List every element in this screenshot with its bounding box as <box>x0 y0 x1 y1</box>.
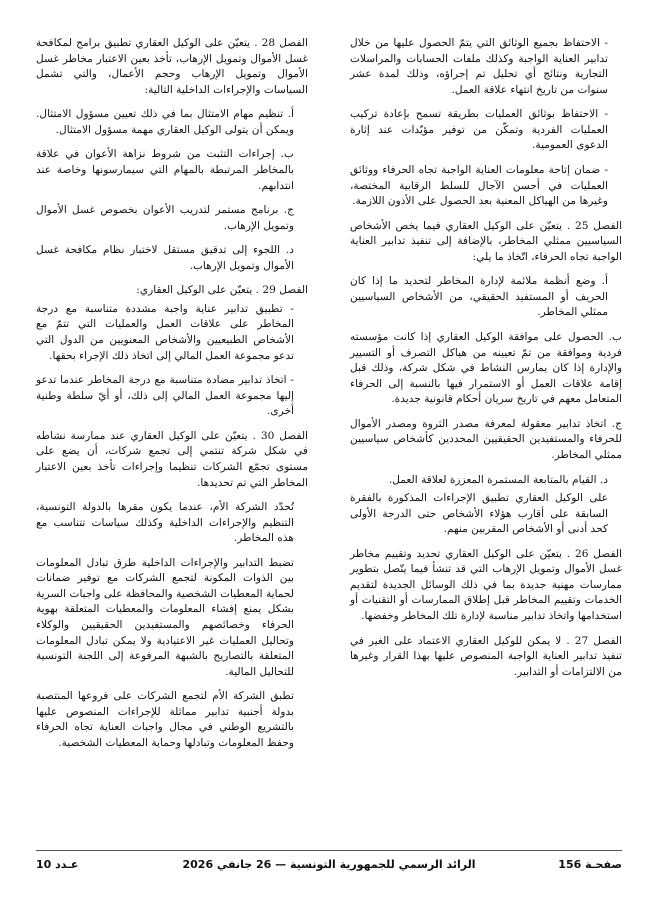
paragraph: ب. الحصول على موافقة الوكيل العقاري إذا كانت مؤسسته فردية وموافقة من تمّ تعيينه من هياكل التصرف أو التسيير والإدارة إذا كان يمارس النشاط في شكل شركة، وذلك قبل إقامة علاقات العمل أو الاستمرار فيها بالنسبة إلى الحرفاء المتعامل معهم في تاريخ سريان أحكام قانونية جديدة. <box>350 331 622 406</box>
article-27: الفصل 27 . لا يمكن للوكيل العقاري الاعتماد على الغير في تنفيذ تدابير العناية الواجبة المنصوص عليها بهذا القرار وغيرها من الالتزامات أو التدابير. <box>350 634 622 678</box>
right-column <box>350 36 622 689</box>
paragraph: ج. برنامج مستمر لتدريب الأعوان بخصوص غسل الأموال وتمويل الإرهاب. <box>36 204 294 232</box>
paragraph: تطبق الشركة الأم لتجمع الشركات على فروعها المنتصبة بدولة أجنبية تدابير مماثلة للإجراءات المنصوص عليها بالتشريع الوطني في مجال واجبات العناية تجاه الحرفاء وحفظ المعلومات وتبادلها وحماية المعطيات الشخصية. <box>36 690 294 749</box>
paragraph: تضبط التدابير والإجراءات الداخلية طرق تبادل المعلومات بين الذوات المكونة لتجمع الشركات مع توفير ضمانات لحماية المعطيات الشخصية والمحافظة على واجبات السرية بشكل يمنع إفشاء المعلومات والمعطيات المتعلقة بهوية الحرفاء وخصائصهم والمستفيدين الحقيقيين والوكلاء وتحاليل العمليات غير الاعتيادية ولا يمكن تبادل المعلومات المتعلقة بالتصاريح بالشبهة المرفوعة إلى اللجنة التونسية للتحاليل المالية. <box>36 556 294 678</box>
footer-divider <box>36 850 622 851</box>
paragraph: - الاحتفاظ بوثائق العمليات بطريقة تسمح بإعادة تركيب العمليات الفردية وتمكّن من توفير مؤيّدات عند إثارة الدعوى العمومية. <box>350 108 608 152</box>
paragraph: د. اللجوء إلى تدقيق مستقل لاختبار نظام مكافحة غسل الأموال وتمويل الإرهاب. <box>36 244 294 272</box>
paragraph: ج. اتخاذ تدابير معقولة لمعرفة مصدر الثروة ومصدر الأموال للحرفاء والمستفيدين الحقيقيين المحددين كأشخاص سياسيين ممثلي المخاطر. <box>350 417 622 461</box>
paragraph: - تطبيق تدابير عناية واجبة مشددة متناسبة مع درجة المخاطر على علاقات العمل والعمليات التي تتمّ مع الأشخاص الطبيعيين والأشخاص المعنويين من الدول التي تدعو مجموعة العمل المالي إلى اتخاذ ذلك الإجراء بحقها. <box>36 302 294 362</box>
paragraph: - الاحتفاظ بجميع الوثائق التي يتمّ الحصول عليها من خلال تدابير العناية الواجبة وكذلك ملفات الحسابات والمراسلات التجارية ونتائج أي تحليل تم إجراؤه، وذلك لمدة عشر سنوات من تاريخ انتهاء علاقة العمل. <box>350 37 608 96</box>
paragraph: تُحدّد الشركة الأم، عندما يكون مقرها بالدولة التونسية، التنظيم والإجراءات الداخلية وكذلك سياسات تتناسب مع هذه المخاطر. <box>36 501 294 545</box>
paragraph: ب. إجراءات التثبت من شروط نزاهة الأعوان في علاقة بالمخاطر المرتبطة بالمهام التي سيمارسونها وخاصة عند انتدابهم. <box>36 148 294 192</box>
article-30: الفصل 30 . يتعيّن على الوكيل العقاري عند ممارسة نشاطه في شكل شركة تنتمي إلى تجمع شركات، أن يضع على مستوى تجمّع الشركات تنظيما وإجراءات تأخذ بعين الاعتبار المخاطر التي تم تحديدها. <box>36 429 308 489</box>
article-29: الفصل 29 . يتعيّن على الوكيل العقاري: <box>136 284 308 297</box>
paragraph: - اتخاذ تدابير مضادة متناسبة مع درجة المخاطر عندما تدعو إليها مجموعة العمل المالي إلى ذلك، أو أيّ سلطة وطنية أخرى. <box>36 374 294 418</box>
left-column <box>36 36 308 761</box>
issue-number: عـدد 10 <box>36 858 79 871</box>
article-25: الفصل 25 . يتعيّن على الوكيل العقاري فيما يخص الأشخاص السياسيين ممثلي المخاطر، بالإضافة إلى تنفيذ تدابير العناية الواجبة تجاه الحرفاء، اتّخاذ ما يلي: <box>350 219 623 263</box>
gazette-title-date: الرائد الرسمي للجمهورية التونسية — 26 جانفي 2026 <box>182 858 476 871</box>
article-28: الفصل 28 . يتعيّن على الوكيل العقاري تطبيق برامج لمكافحة غسل الأموال وتمويل الإرهاب، تأخذ بعين الاعتبار مخاطر غسل الأموال وتمويل الإرهاب وحجم الأعمال، والتي تشمل السياسات والإجراءات الداخلية التالية: <box>36 37 308 96</box>
paragraph: أ. تنظيم مهام الامتثال بما في ذلك تعيين مسؤول الامتثال. ويمكن أن يتولى الوكيل العقاري مهمة مسؤول الامتثال. <box>36 108 294 136</box>
paragraph: - ضمان إتاحة معلومات العناية الواجبة تجاه الحرفاء ووثائق العمليات في أحسن الآجال للسلط الرقابية المختصة، وغيرها من الهياكل المعنية بعد الحصول على الأذون اللازمة. <box>350 163 608 208</box>
paragraph: أ. وضع أنظمة ملائمة لإدارة المخاطر لتحديد ما إذا كان الحريف أو المستفيد الحقيقي، من الأشخاص السياسيين ممثلي المخاطر. <box>350 275 608 319</box>
paragraph: د. القيام بالمتابعة المستمرة المعززة لعلاقة العمل. <box>388 473 608 486</box>
article-26: الفصل 26 . يتعيّن على الوكيل العقاري تحديد وتقييم مخاطر غسل الأموال وتمويل الإرهاب التي قد تنشأ فيما يتّصل بتطوير ممارسات مهنية جديدة بما في ذلك الوسائل الجديدة لتقديم الخدمات وتقييم المخاطر قبل إطلاق الممارسات أو التقنيات أو استخدامها واتخاذ تدابير مناسبة لإدارة تلك المخاطر وخفضها. <box>350 547 623 622</box>
page-number: صفحـة 156 <box>558 858 622 871</box>
page-footer <box>36 858 622 876</box>
paragraph: على الوكيل العقاري تطبيق الإجراءات المذكورة بالفقرة السابقة على أقارب هؤلاء الأشخاص حتى الدرجة الأولى كحد أدنى أو الأشخاص المقربين منهم. <box>350 492 608 536</box>
